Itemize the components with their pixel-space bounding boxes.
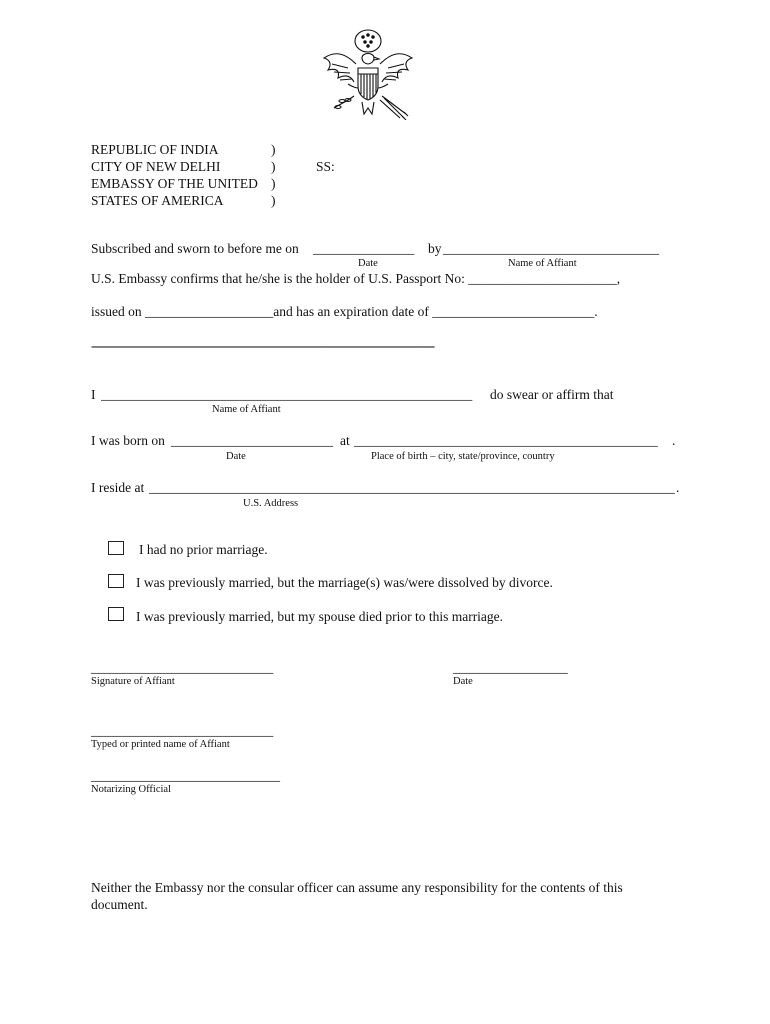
venue-line-1: REPUBLIC OF INDIA [91,142,219,157]
signature-label: Signature of Affiant [91,676,175,687]
disclaimer-line-2: document. [91,897,148,912]
by-text: by [428,241,442,256]
swear-suffix: do swear or affirm that [490,387,614,402]
notary-line[interactable]: ____________________________ [91,768,280,783]
venue-line-4: STATES OF AMERICA [91,193,224,208]
dashed-divider: ------------------------------------------------------------------------------------------------------------------------------- [91,338,434,353]
widowed-checkbox[interactable] [108,607,124,621]
subscribed-affiant-field[interactable]: ________________________________ [443,241,659,256]
born-prefix: I was born on [91,433,165,448]
venue-paren-4: ) [271,193,276,208]
subscribed-affiant-label: Name of Affiant [508,258,577,269]
swear-name-field[interactable]: _______________________________________________________ [101,387,473,402]
subscribed-date-label: Date [358,258,378,269]
option-label-3: I was previously married, but my spouse died prior to this marriage. [136,609,504,624]
divorced-checkbox[interactable] [108,574,124,588]
option-label-2: I was previously married, but the marriage(s) was/were dissolved by divorce. [136,575,553,590]
subscribed-date-field[interactable]: _______________ [313,241,415,256]
reside-address-field[interactable]: ______________________________________________________________________________ [149,480,675,495]
born-end: . [672,433,676,448]
swear-i: I [91,387,96,402]
subscribed-text: Subscribed and sworn to before me on [91,241,299,256]
great-seal-icon [318,24,418,120]
born-at: at [340,433,350,448]
reside-end: . [676,480,680,495]
swear-name-label: Name of Affiant [212,404,281,415]
printed-name-line[interactable]: ___________________________ [91,723,274,738]
no-prior-marriage-checkbox[interactable] [108,541,124,555]
born-place-label: Place of birth – city, state/province, country [371,451,555,462]
venue-paren-3: ) [271,176,276,191]
born-date-field[interactable]: ________________________ [171,433,333,448]
signature-date-label: Date [453,676,473,687]
signature-date-line[interactable]: _________________ [453,660,568,675]
notary-label: Notarizing Official [91,784,171,795]
venue-line-3: EMBASSY OF THE UNITED [91,176,258,191]
passport-line: U.S. Embassy confirms that he/she is the holder of U.S. Passport No: ______________________, [91,271,621,286]
ss-label: SS: [316,159,335,174]
printed-name-label: Typed or printed name of Affiant [91,739,230,750]
born-place-field[interactable]: _____________________________________________ [354,433,658,448]
reside-prefix: I reside at [91,480,145,495]
option-label-1: I had no prior marriage. [139,542,268,557]
born-date-label: Date [226,451,246,462]
signature-line[interactable]: ___________________________ [91,660,274,675]
venue-line-2: CITY OF NEW DELHI [91,159,221,174]
reside-address-label: U.S. Address [243,498,299,509]
venue-paren-2: ) [271,159,276,174]
disclaimer-line-1: Neither the Embassy nor the consular officer can assume any responsibility for the contents of this [91,880,623,895]
issued-line: issued on ___________________and has an expiration date of ________________________. [91,304,598,319]
venue-paren-1: ) [271,142,276,157]
